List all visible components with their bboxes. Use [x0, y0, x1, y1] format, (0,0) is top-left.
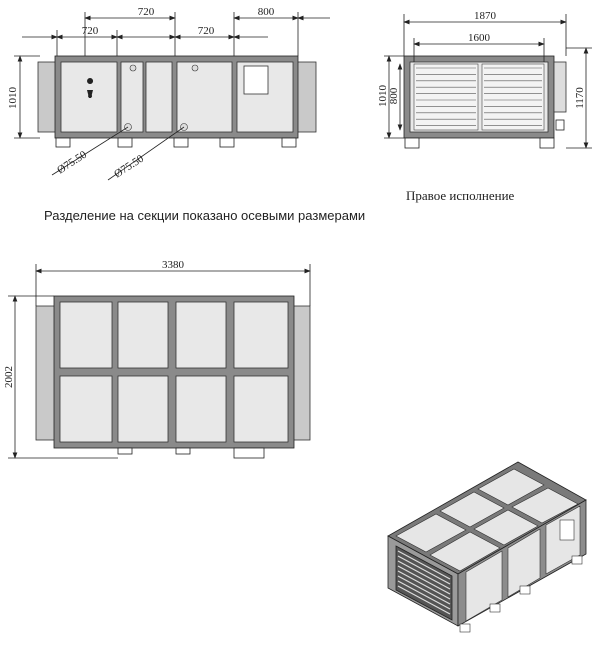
dim-side-height-right: 1170	[574, 87, 586, 109]
diameter-label-2: Ø75.50	[112, 152, 147, 181]
top-panel	[234, 376, 288, 442]
dim-top-2: 800	[257, 6, 275, 18]
top-inlet-duct	[36, 306, 56, 440]
dim-side-width-total: 1870	[474, 10, 496, 22]
front-panel-2b	[146, 62, 172, 132]
side-view	[377, 10, 592, 148]
dim-side-height-1: 1010	[377, 85, 389, 107]
top-panel	[60, 376, 112, 442]
side-control-panel	[554, 62, 566, 112]
top-panel	[118, 302, 168, 368]
top-view	[3, 259, 310, 458]
support-foot	[540, 138, 554, 148]
side-pipe-stub	[556, 120, 564, 130]
support-foot	[174, 138, 188, 147]
section-note: Разделение на секции показано осевыми размерами	[44, 208, 366, 223]
dim-top-width: 2002	[3, 366, 15, 388]
support-foot	[56, 138, 70, 147]
control-box-stub	[234, 448, 264, 458]
pipe-stub	[176, 448, 190, 454]
support-foot	[220, 138, 234, 147]
support-foot	[282, 138, 296, 147]
front-panel-2a	[121, 62, 143, 132]
dim-top-1: 720	[137, 6, 155, 18]
pipe-port-icon	[130, 65, 136, 71]
support-foot	[118, 138, 132, 147]
control-box	[244, 66, 268, 94]
diameter-label-1: Ø75.50	[55, 148, 90, 177]
dim-top-length: 3380	[162, 259, 184, 271]
pipe-port-icon	[192, 65, 198, 71]
isometric-view	[388, 462, 586, 632]
front-outlet-duct	[296, 62, 316, 132]
variant-caption: Правое исполнение	[406, 188, 515, 203]
top-panel	[176, 302, 226, 368]
pipe-stub	[118, 448, 132, 454]
dim-mid-1: 720	[81, 25, 99, 37]
dim-mid-2: 720	[197, 25, 215, 37]
dim-side-width-inner: 1600	[468, 32, 490, 44]
front-view	[7, 6, 330, 181]
top-panel	[118, 376, 168, 442]
top-outlet-duct	[292, 306, 310, 440]
dim-front-height: 1010	[7, 87, 19, 109]
support-foot	[405, 138, 419, 148]
top-panel	[234, 302, 288, 368]
drain-port-icon	[125, 124, 132, 131]
top-panel	[60, 302, 112, 368]
front-panel-3	[177, 62, 232, 132]
dim-side-height-2: 800	[388, 87, 400, 105]
top-panel	[176, 376, 226, 442]
